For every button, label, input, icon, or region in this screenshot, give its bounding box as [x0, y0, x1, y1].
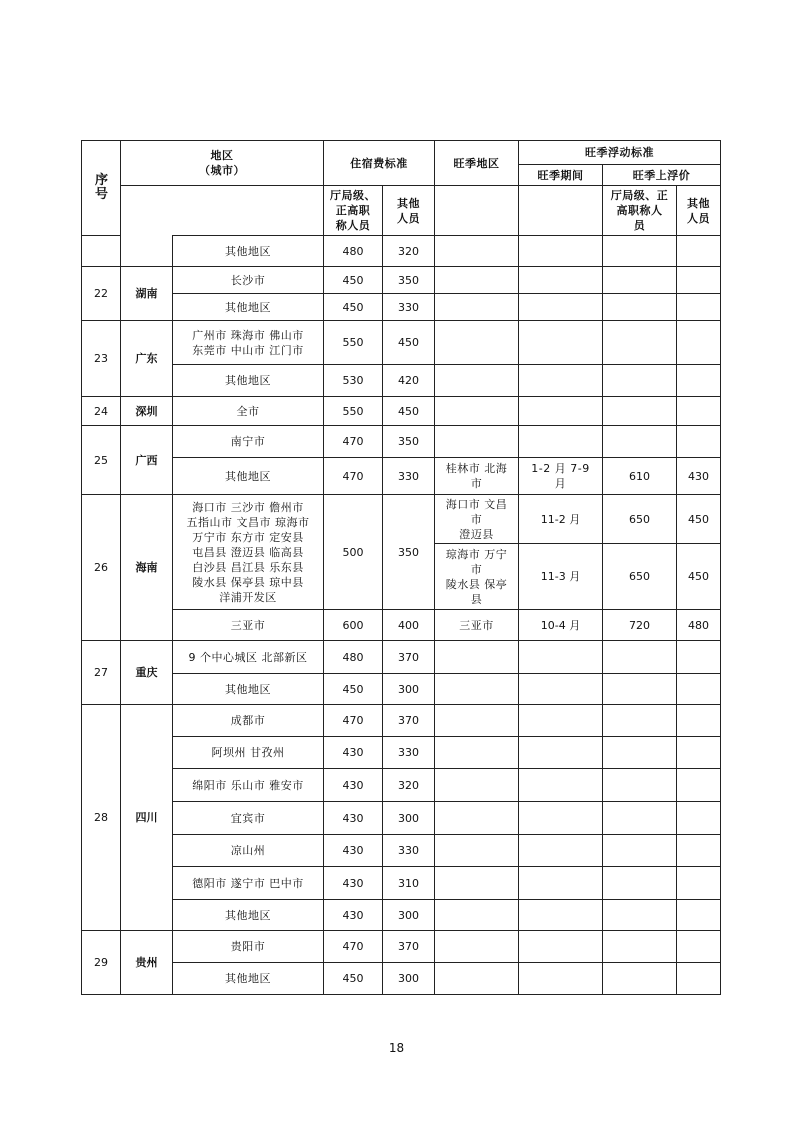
other-rate: 350 — [383, 267, 435, 294]
city-cell: 其他地区 — [173, 365, 324, 397]
seq-cell: 25 — [82, 426, 121, 495]
peak-region-cell: 桂林市 北海 市 — [435, 458, 519, 495]
other-rate: 370 — [383, 641, 435, 674]
other-rate: 300 — [383, 900, 435, 931]
senior-rate: 430 — [324, 900, 383, 931]
peak-other-header: 其他 人员 — [677, 186, 721, 236]
seq-cell: 27 — [82, 641, 121, 705]
city-cell: 全市 — [173, 397, 324, 426]
senior-rate: 480 — [324, 641, 383, 674]
city-cell: 广州市 珠海市 佛山市 东莞市 中山市 江门市 — [173, 321, 324, 365]
senior-rate: 430 — [324, 802, 383, 835]
city-cell: 其他地区 — [173, 236, 324, 267]
city-cell: 宜宾市 — [173, 802, 324, 835]
peak-float-standard-header: 旺季浮动标准 — [519, 141, 721, 165]
table-row — [82, 267, 721, 294]
other-rate: 320 — [383, 236, 435, 267]
senior-rate: 470 — [324, 705, 383, 737]
other-rate: 450 — [383, 321, 435, 365]
other-staff-header: 其他 人员 — [383, 186, 435, 236]
empty-cell — [519, 186, 603, 236]
table-row — [82, 641, 721, 674]
other-rate: 300 — [383, 963, 435, 995]
seq-cell: 29 — [82, 931, 121, 995]
seq-cell: 26 — [82, 495, 121, 641]
table-row — [82, 835, 721, 867]
city-cell: 其他地区 — [173, 294, 324, 321]
table-row — [82, 802, 721, 835]
seq-cell: 28 — [82, 705, 121, 931]
senior-rate: 430 — [324, 737, 383, 769]
lodging-standard-header: 住宿费标准 — [324, 141, 435, 186]
other-rate: 300 — [383, 802, 435, 835]
peak-other-rate: 450 — [677, 544, 721, 610]
senior-rate: 500 — [324, 495, 383, 610]
city-cell: 海口市 三沙市 儋州市 五指山市 文昌市 琼海市 万宁市 东方市 定安县 屯昌县 澄迈县 临高县 白沙县 昌江县 乐东县 陵水县 保亭县 琼中县 洋浦开发区 — [173, 495, 324, 610]
senior-rate: 470 — [324, 458, 383, 495]
senior-rate: 470 — [324, 426, 383, 458]
other-rate: 450 — [383, 397, 435, 426]
senior-rate: 530 — [324, 365, 383, 397]
other-rate: 330 — [383, 737, 435, 769]
city-cell: 其他地区 — [173, 458, 324, 495]
peak-other-rate: 450 — [677, 495, 721, 544]
city-cell: 德阳市 遂宁市 巴中市 — [173, 867, 324, 900]
table-row — [82, 321, 721, 365]
city-cell: 其他地区 — [173, 963, 324, 995]
peak-senior-rate: 610 — [603, 458, 677, 495]
table-row — [82, 963, 721, 995]
seq-header: 序号 — [82, 141, 121, 236]
city-cell: 其他地区 — [173, 900, 324, 931]
peak-region-cell: 三亚市 — [435, 610, 519, 641]
peak-period-cell: 1-2 月 7-9 月 — [519, 458, 603, 495]
table-row — [82, 458, 721, 495]
senior-rate: 470 — [324, 931, 383, 963]
province-cell: 贵州 — [121, 931, 173, 995]
peak-senior-rate: 650 — [603, 544, 677, 610]
other-rate: 330 — [383, 294, 435, 321]
other-rate: 310 — [383, 867, 435, 900]
other-rate: 350 — [383, 495, 435, 610]
peak-region-cell: 琼海市 万宁 市 陵水县 保亭 县 — [435, 544, 519, 610]
other-rate: 370 — [383, 931, 435, 963]
province-cell: 深圳 — [121, 397, 173, 426]
seq-cell: 23 — [82, 321, 121, 397]
senior-rate: 430 — [324, 769, 383, 802]
peak-period-cell: 10-4 月 — [519, 610, 603, 641]
seq-cell: 22 — [82, 267, 121, 321]
peak-senior-rate: 720 — [603, 610, 677, 641]
senior-rate: 450 — [324, 963, 383, 995]
table-row — [82, 495, 721, 544]
senior-staff-header: 厅局级、 正高职 称人员 — [324, 186, 383, 236]
city-cell: 其他地区 — [173, 674, 324, 705]
province-cell: 广西 — [121, 426, 173, 495]
peak-region-cell: 海口市 文昌 市 澄迈县 — [435, 495, 519, 544]
other-rate: 370 — [383, 705, 435, 737]
city-cell: 成都市 — [173, 705, 324, 737]
province-cell: 湖南 — [121, 267, 173, 321]
other-rate: 320 — [383, 769, 435, 802]
other-rate: 300 — [383, 674, 435, 705]
province-cell: 重庆 — [121, 641, 173, 705]
senior-rate: 450 — [324, 294, 383, 321]
region-header-continuation — [121, 186, 324, 236]
table-row — [82, 931, 721, 963]
region-header: 地区 （城市） — [121, 141, 324, 186]
table-row — [82, 236, 721, 267]
table-row — [82, 900, 721, 931]
city-cell: 绵阳市 乐山市 雅安市 — [173, 769, 324, 802]
senior-rate: 430 — [324, 835, 383, 867]
table-row — [82, 769, 721, 802]
seq-cell: 24 — [82, 397, 121, 426]
lodging-standard-table — [81, 140, 721, 995]
table-row — [82, 365, 721, 397]
table-row — [82, 610, 721, 641]
city-cell: 贵阳市 — [173, 931, 324, 963]
peak-period-cell: 11-3 月 — [519, 544, 603, 610]
other-rate: 350 — [383, 426, 435, 458]
senior-rate: 550 — [324, 321, 383, 365]
senior-rate: 430 — [324, 867, 383, 900]
city-cell: 凉山州 — [173, 835, 324, 867]
city-cell: 9 个中心城区 北部新区 — [173, 641, 324, 674]
province-cell: 海南 — [121, 495, 173, 641]
table-row — [82, 294, 721, 321]
peak-period-header: 旺季期间 — [519, 165, 603, 186]
empty-cell — [121, 236, 173, 267]
senior-rate: 480 — [324, 236, 383, 267]
table-row — [82, 705, 721, 737]
city-cell: 阿坝州 甘孜州 — [173, 737, 324, 769]
city-cell: 南宁市 — [173, 426, 324, 458]
province-cell: 四川 — [121, 705, 173, 931]
other-rate: 420 — [383, 365, 435, 397]
table-row — [82, 397, 721, 426]
table-row — [82, 674, 721, 705]
senior-rate: 600 — [324, 610, 383, 641]
peak-senior-header: 厅局级、正 高职称人 员 — [603, 186, 677, 236]
senior-rate: 550 — [324, 397, 383, 426]
senior-rate: 450 — [324, 674, 383, 705]
peak-region-header: 旺季地区 — [435, 141, 519, 186]
city-cell: 三亚市 — [173, 610, 324, 641]
empty-cell — [82, 236, 121, 267]
city-cell: 长沙市 — [173, 267, 324, 294]
table-row — [82, 737, 721, 769]
other-rate: 330 — [383, 835, 435, 867]
empty-cell — [435, 186, 519, 236]
peak-period-cell: 11-2 月 — [519, 495, 603, 544]
table-row — [82, 426, 721, 458]
peak-senior-rate: 650 — [603, 495, 677, 544]
peak-up-price-header: 旺季上浮价 — [603, 165, 721, 186]
other-rate: 400 — [383, 610, 435, 641]
table-row — [82, 867, 721, 900]
page-number: 18 — [388, 1041, 405, 1055]
peak-other-rate: 480 — [677, 610, 721, 641]
peak-other-rate: 430 — [677, 458, 721, 495]
senior-rate: 450 — [324, 267, 383, 294]
other-rate: 330 — [383, 458, 435, 495]
province-cell: 广东 — [121, 321, 173, 397]
